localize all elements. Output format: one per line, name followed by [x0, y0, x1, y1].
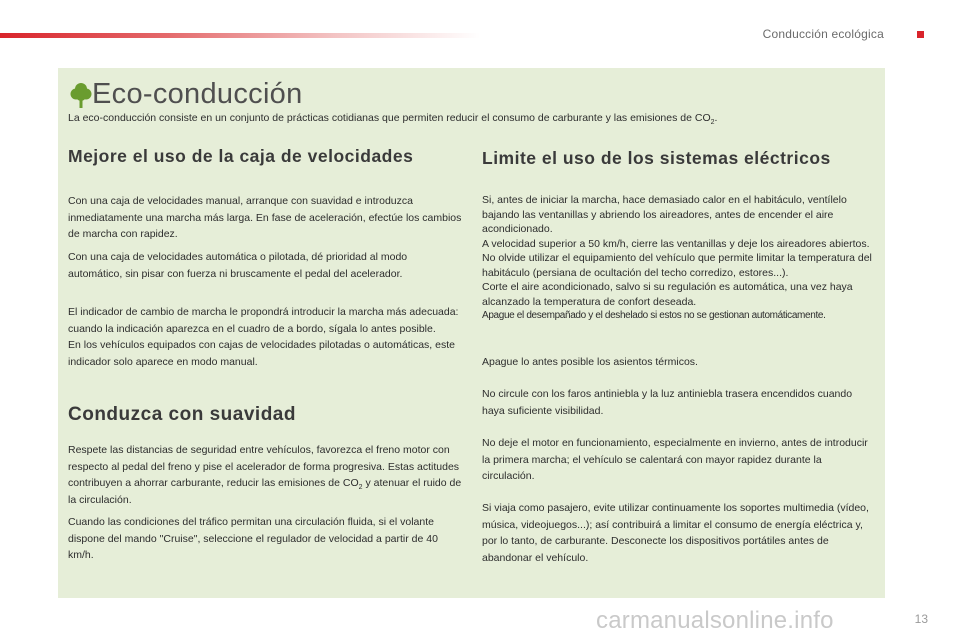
tree-icon [70, 82, 92, 110]
paragraph-engine-idle: No deje el motor en funcionamiento, especialmente en invierno, antes de introducir la primera marcha; el vehículo se calentará con mayor rapidez durante la circulación. [482, 437, 868, 482]
paragraph-multimedia: Si viaja como pasajero, evite utilizar continuamente los soportes multimedia (vídeo, música, videojuegos...); así contribuirá a limitar el consumo de energía eléctrica y, por lo tanto, de carburante. Desconecte los dispositivos portátiles antes de abandonar el vehículo. [482, 502, 869, 564]
paragraph-fog-lights: No circule con los faros antiniebla y la luz antiniebla trasera encendidos cuando haya suficiente visibilidad. [482, 388, 853, 417]
paragraph-cruise-control: Cuando las condiciones del tráfico permitan una circulación fluida, si el volante dispone del mando "Cruise", seleccione el regulador de velocidad a partir de 40 km/h. [68, 516, 438, 561]
paragraph-safety-distance: Respete las distancias de seguridad entre vehículos, favorezca el freno motor con respecto al pedal del freno y pise el acelerador de forma progresiva. Estas actitudes contribuyen a ahorrar carburante, reducir las emisiones de $CO_2$ y atenuar el ruido de la circulación. [68, 444, 462, 506]
header-accent-bar [0, 33, 480, 38]
paragraph-automatic-gearbox: Con una caja de velocidades automática o pilotada, dé prioridad al modo automático, sin pisar con fuerza ni bruscamente el pedal del acelerador. [68, 251, 408, 280]
watermark: carmanualsonline.info [596, 607, 834, 634]
panel-title: Eco-conducción [92, 78, 303, 110]
section-marker [917, 31, 924, 38]
page-number: 13 [914, 612, 928, 626]
paragraph-heated-seats: Apague lo antes posible los asientos térmicos. [482, 356, 698, 368]
eco-panel [58, 68, 885, 598]
heading-electrical-systems: Limite el uso de los sistemas eléctricos [482, 148, 831, 168]
section-title: Conducción ecológica [762, 27, 884, 41]
paragraph-manual-gearbox: Con una caja de velocidades manual, arranque con suavidad e introduzca inmediatamente una marcha más larga. En fase de aceleración, efectúe los cambios de marcha con rapidez. [68, 195, 462, 240]
paragraph-ventilation: Si, antes de iniciar la marcha, hace demasiado calor en el habitáculo, ventílelo bajando las ventanillas y abriendo los aireadores, antes de encender el aire acondicionado. A velocidad superior a 50 km/h, cierre las ventanillas y deje los aireadores abiertos. No olvide utilizar el equipamiento del vehículo que permite limitar la temperatura del habitáculo (persiana de ocultación del techo corredizo, estores...). Corte el aire acondicionado, salvo si su regulación es automática, una vez haya alcanzado la temperatura de confort deseada. Apague el desempañado y el deshelado si estos no se gestionan automáticamente. [482, 194, 872, 321]
paragraph-gear-indicator: El indicador de cambio de marcha le propondrá introducir la marcha más adecuada: cuando la indicación aparezca en el cuadro de a bordo, sígala lo antes posible. En los vehículos equipados con cajas de velocidades pilotadas o automáticas, este indicador solo aparece en modo manual. [68, 306, 459, 368]
panel-intro: La eco-conducción consiste en un conjunto de prácticas cotidianas que permiten reducir el consumo de carburante y las emisiones de $CO_2$. [68, 112, 718, 127]
heading-gearbox: Mejore el uso de la caja de velocidades [68, 146, 414, 166]
heading-smooth-driving: Conduzca con suavidad [68, 404, 296, 425]
